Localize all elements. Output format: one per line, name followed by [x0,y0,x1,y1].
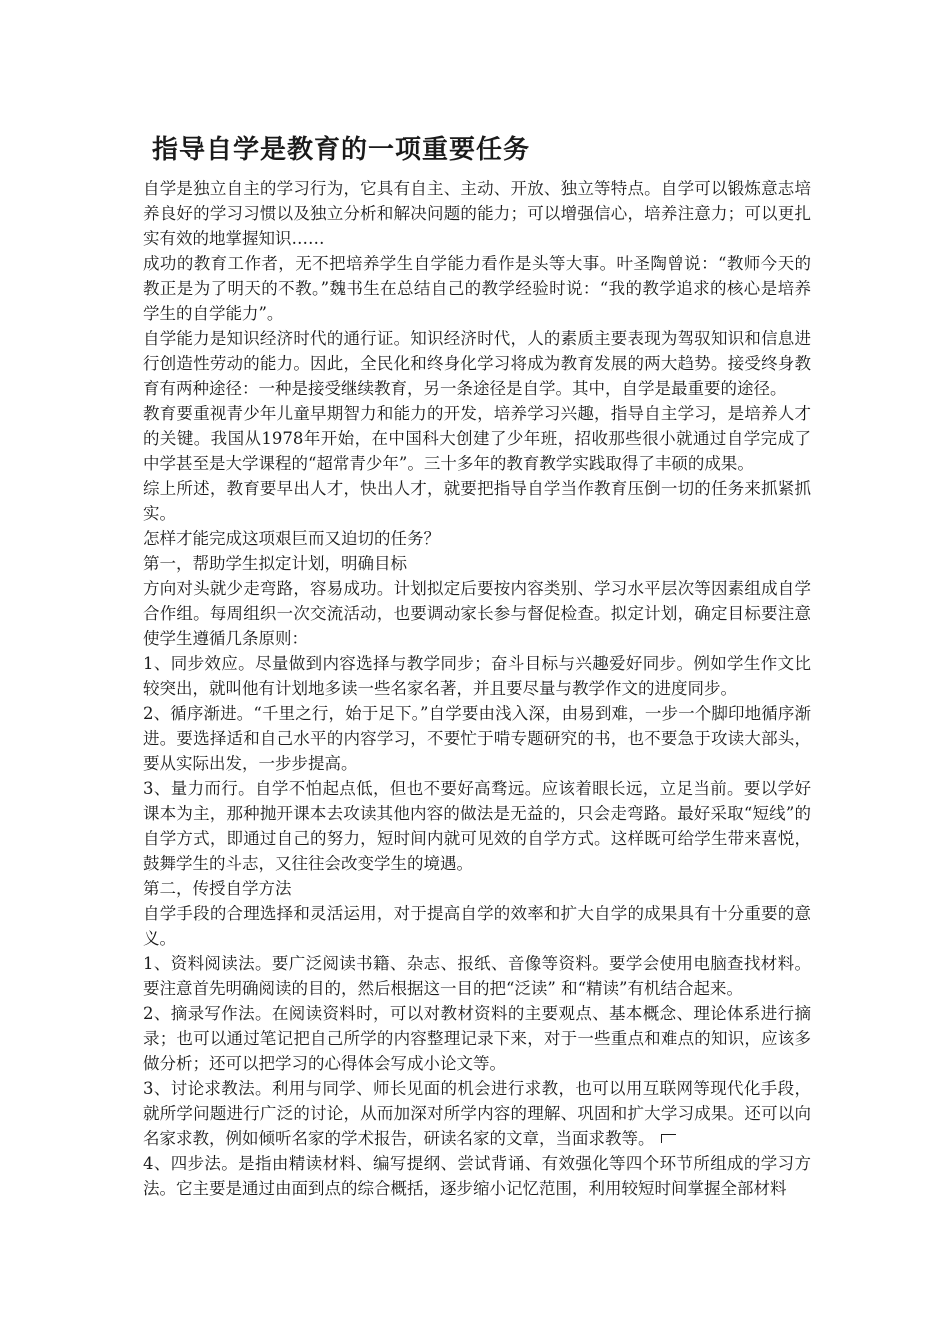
section-heading: 第一，帮助学生拟定计划，明确目标 [143,554,407,573]
document-title: 指导自学是教育的一项重要任务 [152,135,531,165]
paragraph: 自学手段的合理选择和灵活运用，对于提高自学的效率和扩大自学的成果具有十分重要的意义。 [143,904,811,948]
paragraph: 教育要重视青少年儿童早期智力和能力的开发，培养学习兴趣，指导自主学习，是培养人才的关键。我国从1978年开始，在中国科大创建了少年班，招收那些很小就通过自学完成了中学甚至是大学课程的“超常青少年”。三十多年的教育教学实践取得了丰硕的成果。 [143,404,811,473]
paragraph: 方向对头就少走弯路，容易成功。计划拟定后要按内容类别、学习水平层次等因素组成自学合作组。每周组织一次交流活动，也要调动家长参与督促检查。拟定计划，确定目标要注意使学生遵循几条原则： [143,579,811,648]
paragraph: 自学能力是知识经济时代的通行证。知识经济时代，人的素质主要表现为驾驭知识和信息进行创造性劳动的能力。因此，全民化和终身化学习将成为教育发展的两大趋势。接受终身教育有两种途径：一种是接受继续教育，另一条途径是自学。其中，自学是最重要的途径。 [143,329,811,398]
list-item: 1、同步效应。尽量做到内容选择与教学同步；奋斗目标与兴趣爱好同步。例如学生作文比较突出，就叫他有计划地多读一些名家名著，并且要尽量与教学作文的进度同步。 [143,654,811,698]
list-item [143,1076,811,1151]
paragraph: 怎样才能完成这项艰巨而又迫切的任务？ [143,529,440,548]
paragraph: 综上所述，教育要早出人才，快出人才，就要把指导自学当作教育压倒一切的任务来抓紧抓实。 [143,479,811,523]
list-item: 1、资料阅读法。要广泛阅读书籍、杂志、报纸、音像等资料。要学会使用电脑查找材料。要注意首先明确阅读的目的，然后根据这一目的把“泛读” 和“精读”有机结合起来。 [143,954,811,998]
document-body [143,176,811,1201]
list-item: 3、量力而行。自学不怕起点低，但也不要好高骛远。应该着眼长远，立足当前。要以学好课本为主，那种抛开课本去攻读其他内容的做法是无益的，只会走弯路。最好采取“短线”的自学方式，即通过自己的努力，短时间内就可见效的自学方式。这样既可给学生带来喜悦，鼓舞学生的斗志，又往往会改变学生的境遇。 [143,779,811,873]
paragraph: 成功的教育工作者，无不把培养学生自学能力看作是头等大事。叶圣陶曾说：“教师今天的教正是为了明天的不教。”魏书生在总结自己的教学经验时说：“我的教学追求的核心是培养学生的自学能力”。 [143,254,811,323]
list-item: 2、循序渐进。“千里之行，始于足下。”自学要由浅入深，由易到难，一步一个脚印地循序渐进。要选择适和自己水平的内容学习，不要忙于啃专题研究的书，也不要急于攻读大部头，要从实际出发，一步步提高。 [143,704,811,773]
list-item: 4、四步法。是指由精读材料、编写提纲、尝试背诵、有效强化等四个环节所组成的学习方法。它主要是通过由面到点的综合概括，逐步缩小记忆范围，利用较短时间掌握全部材料 [143,1154,811,1198]
list-item: 2、摘录写作法。在阅读资料时，可以对教材资料的主要观点、基本概念、理论体系进行摘录；也可以通过笔记把自己所学的内容整理记录下来，对于一些重点和难点的知识，应该多做分析；还可以把学习的心得体会写成小论文等。 [143,1004,811,1073]
list-item-text: 3、讨论求教法。利用与同学、师长见面的机会进行求教，也可以用互联网等现代化手段，就所学问题进行广泛的讨论，从而加深对所学内容的理解、巩固和扩大学习成果。还可以向名家求教，例如倾听名家的学术报告，研读名家的文章，当面求教等。 [143,1079,811,1148]
text-cursor-mark-icon [661,1134,676,1143]
paragraph: 自学是独立自主的学习行为，它具有自主、主动、开放、独立等特点。自学可以锻炼意志培养良好的学习习惯以及独立分析和解决问题的能力；可以增强信心，培养注意力；可以更扎实有效的地掌握知识…… [143,179,811,248]
section-heading: 第二，传授自学方法 [143,879,292,898]
